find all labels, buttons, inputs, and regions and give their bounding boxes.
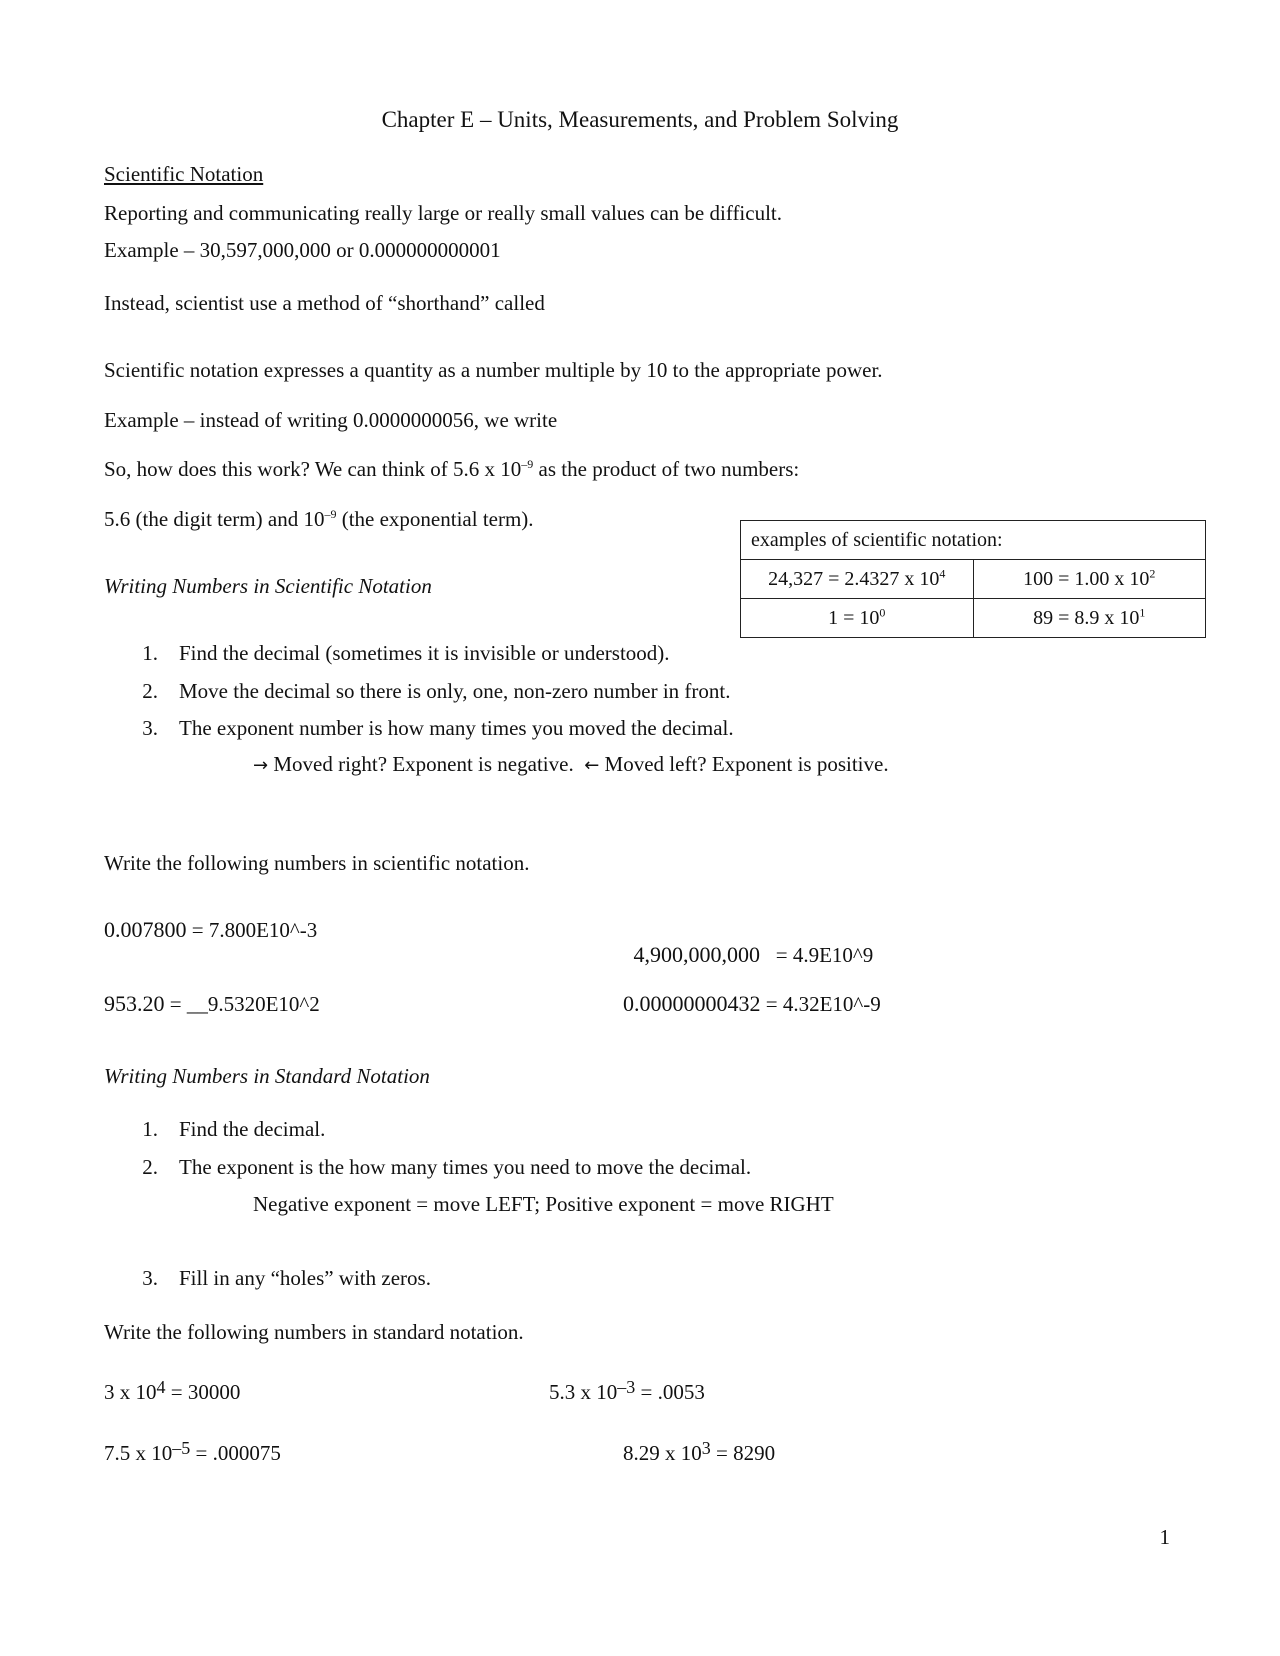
examples-table: [740, 520, 1206, 638]
exponent: –9: [521, 457, 534, 471]
exercise-prompt: Write the following numbers in standard notation.: [104, 1320, 524, 1344]
section-heading-scientific-notation: Scientific Notation: [104, 162, 264, 186]
page-number: 1: [1159, 1525, 1170, 1549]
paragraph: Example – 30,597,000,000 or 0.000000000001: [104, 238, 501, 262]
exercise-item: 8.29 x 103 = 8290: [623, 1438, 776, 1465]
exponent-direction-note: → Moved right? Exponent is negative. ← Moved left? Exponent is positive.: [253, 752, 889, 776]
exponent: 4: [156, 1377, 166, 1397]
exercise-item: 5.3 x 10–3 = .0053: [549, 1377, 705, 1404]
exponent: 3: [701, 1438, 711, 1458]
paragraph: 5.6 (the digit term) and $10^{-9}$ (the exponential term).: [104, 507, 534, 531]
section-heading-writing-sci: Writing Numbers in Scientific Notation: [104, 574, 432, 598]
table-cell: 100 = 1.00 x $10^2$: [973, 560, 1206, 599]
exercise-item: 7.5 x 10–5 = .000075: [104, 1438, 281, 1465]
exponent: –9: [324, 507, 337, 521]
exercise-prompt: Write the following numbers in scientific notation.: [104, 851, 530, 875]
exponent: –3: [617, 1377, 636, 1397]
exponent: –5: [172, 1438, 191, 1458]
exercise-item: 4,900,000,000 = 4.9E10^9: [633, 942, 874, 968]
paragraph: So, how does this work? We can think of 5.6 x $10^{-9}$ as the product of two numbers:: [104, 457, 800, 481]
exercise-item: 953.20 = __9.5320E10^2: [104, 991, 320, 1016]
arrow-right-icon: →: [253, 755, 269, 776]
table-cell: 89 = 8.9 x $10^1$: [973, 599, 1206, 638]
exercise-item: 0.007800 = 7.800E10^-3: [104, 917, 318, 942]
page-title: Chapter E – Units, Measurements, and Problem Solving: [381, 107, 899, 132]
arrow-left-icon: ←: [584, 755, 600, 776]
paragraph: Scientific notation expresses a quantity as a number multiple by 10 to the appropriate power.: [104, 358, 883, 382]
paragraph: Instead, scientist use a method of “shorthand” called: [104, 291, 545, 315]
table-cell: $1 = 10^0$: [741, 599, 974, 638]
rule-note: Negative exponent = move LEFT; Positive exponent = move RIGHT: [253, 1192, 834, 1216]
paragraph: Reporting and communicating really large or really small values can be difficult.: [104, 201, 783, 225]
paragraph: Example – instead of writing 0.0000000056, we write: [104, 408, 558, 432]
table-header: examples of scientific notation:: [741, 521, 1206, 560]
exercise-item: 0.00000000432 = 4.32E10^-9: [623, 991, 881, 1016]
section-heading-writing-std: Writing Numbers in Standard Notation: [104, 1064, 430, 1088]
exercise-item: 3 x 104 = 30000: [104, 1377, 241, 1404]
table-cell: 24,327 = 2.4327 x $10^4$: [741, 560, 974, 599]
